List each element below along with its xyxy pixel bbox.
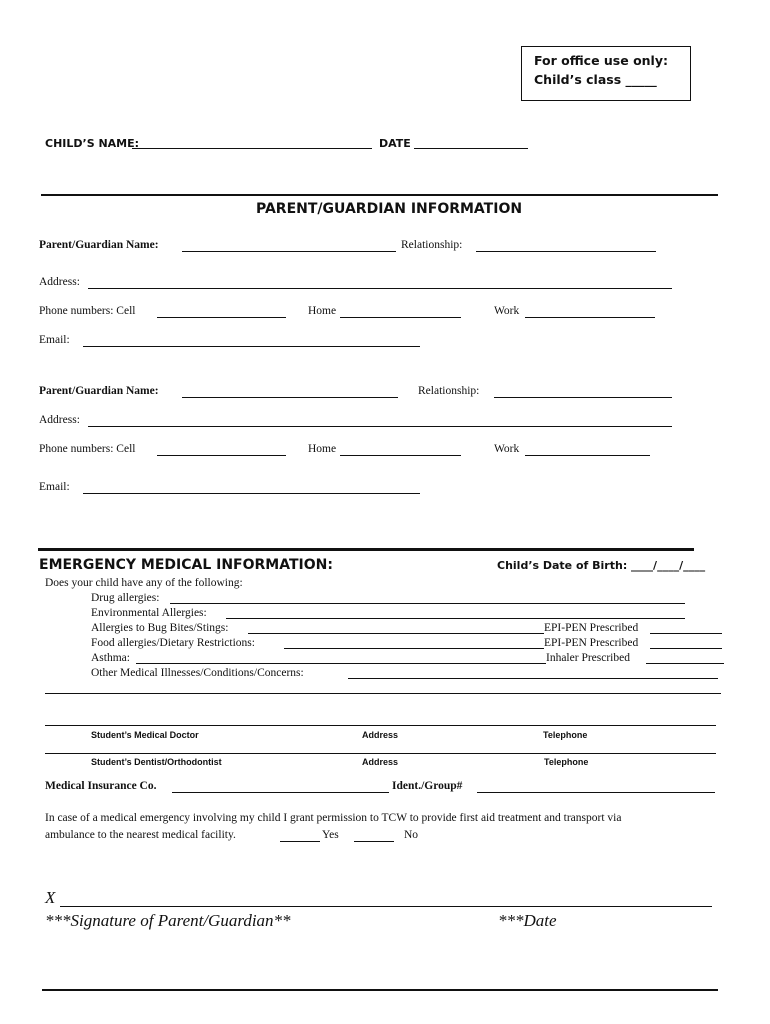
- guardian2-home-field[interactable]: [340, 455, 461, 456]
- dentist-label: Student’s Dentist/Orthodontist: [91, 757, 222, 767]
- guardian1-work-label: Work: [494, 305, 520, 317]
- guardian2-name-field[interactable]: [182, 397, 398, 398]
- guardian2-relationship-field[interactable]: [494, 397, 672, 398]
- medical-doctor-label: Student’s Medical Doctor: [91, 730, 199, 740]
- signature-date-label: ***Date: [498, 911, 557, 930]
- guardian2-address-label: Address:: [39, 414, 80, 426]
- epi-pen-label-2: EPI-PEN Prescribed: [544, 637, 639, 649]
- guardian1-relationship-label: Relationship:: [401, 239, 463, 251]
- dentist-telephone-label: Telephone: [544, 757, 589, 767]
- office-use-box: [521, 46, 691, 101]
- inhaler-label: Inhaler Prescribed: [546, 652, 630, 664]
- guardian1-work-field[interactable]: [525, 317, 655, 318]
- signature-x-mark: X: [45, 888, 56, 907]
- guardian2-home-label: Home: [308, 443, 337, 455]
- signature-field[interactable]: [60, 906, 712, 907]
- asthma-label: Asthma:: [91, 652, 130, 664]
- guardian2-name-label: Parent/Guardian Name:: [39, 385, 159, 397]
- conditions-question: Does your child have any of the following:: [45, 577, 243, 589]
- guardian2-address-field[interactable]: [88, 426, 672, 427]
- environmental-allergies-field[interactable]: [226, 618, 685, 619]
- insurance-field[interactable]: [172, 792, 389, 793]
- section-divider: [41, 194, 718, 196]
- dentist-address-label: Address: [362, 757, 399, 767]
- guardian2-work-field[interactable]: [525, 455, 650, 456]
- guardian1-address-field[interactable]: [88, 288, 672, 289]
- parent-section-title: PARENT/GUARDIAN INFORMATION: [256, 201, 523, 217]
- consent-text-line2: ambulance to the nearest medical facility.: [45, 829, 236, 841]
- other-conditions-label: Other Medical Illnesses/Conditions/Concerns:: [91, 667, 304, 679]
- consent-yes-field[interactable]: [280, 841, 320, 842]
- epi-pen-label-1: EPI-PEN Prescribed: [544, 622, 639, 634]
- childs-class-label: Child’s class _____: [534, 72, 657, 87]
- guardian1-cell-label: Phone numbers: Cell: [39, 305, 136, 317]
- child-date-field[interactable]: [414, 148, 528, 149]
- food-allergies-label: Food allergies/Dietary Restrictions:: [91, 637, 255, 649]
- consent-no-label: No: [404, 829, 419, 841]
- child-name-label: CHILD’S NAME:: [45, 137, 140, 150]
- guardian2-cell-label: Phone numbers: Cell: [39, 443, 136, 455]
- bottom-divider: [42, 989, 718, 991]
- doctor-telephone-label: Telephone: [543, 730, 588, 740]
- guardian1-cell-field[interactable]: [157, 317, 286, 318]
- office-use-label: For office use only:: [534, 53, 668, 68]
- bug-allergies-field[interactable]: [248, 633, 544, 634]
- guardian1-email-label: Email:: [39, 334, 70, 346]
- guardian1-email-field[interactable]: [83, 346, 420, 347]
- guardian1-relationship-field[interactable]: [476, 251, 656, 252]
- medical-doctor-field[interactable]: [45, 725, 716, 726]
- guardian2-email-label: Email:: [39, 481, 70, 493]
- guardian2-work-label: Work: [494, 443, 520, 455]
- consent-no-field[interactable]: [354, 841, 394, 842]
- doctor-address-label: Address: [362, 730, 399, 740]
- guardian1-name-field[interactable]: [182, 251, 396, 252]
- consent-yes-label: Yes: [322, 829, 339, 841]
- ident-group-label: Ident./Group#: [392, 780, 463, 792]
- epi-pen-field-2[interactable]: [650, 648, 722, 649]
- guardian2-relationship-label: Relationship:: [418, 385, 480, 397]
- asthma-field[interactable]: [136, 663, 546, 664]
- other-conditions-field[interactable]: [348, 678, 718, 679]
- insurance-label: Medical Insurance Co.: [45, 780, 157, 792]
- consent-text-line1: In case of a medical emergency involving my child I grant permission to TCW to provide first aid treatment and transport via: [45, 812, 622, 824]
- drug-allergies-label: Drug allergies:: [91, 592, 160, 604]
- dentist-field[interactable]: [45, 753, 716, 754]
- environmental-allergies-label: Environmental Allergies:: [91, 607, 207, 619]
- food-allergies-field[interactable]: [284, 648, 544, 649]
- bug-allergies-label: Allergies to Bug Bites/Stings:: [91, 622, 229, 634]
- guardian1-home-label: Home: [308, 305, 337, 317]
- guardian1-address-label: Address:: [39, 276, 80, 288]
- medical-divider: [38, 548, 694, 551]
- child-date-label: DATE: [379, 137, 411, 150]
- child-name-field[interactable]: [132, 148, 372, 149]
- guardian2-email-field[interactable]: [83, 493, 420, 494]
- guardian1-home-field[interactable]: [340, 317, 461, 318]
- other-conditions-field-2[interactable]: [45, 693, 721, 694]
- child-dob-label: Child’s Date of Birth: ____/____/____: [497, 559, 706, 572]
- epi-pen-field-1[interactable]: [650, 633, 722, 634]
- ident-group-field[interactable]: [477, 792, 715, 793]
- guardian1-name-label: Parent/Guardian Name:: [39, 239, 159, 251]
- guardian2-cell-field[interactable]: [157, 455, 286, 456]
- medical-section-title: EMERGENCY MEDICAL INFORMATION:: [39, 557, 333, 573]
- drug-allergies-field[interactable]: [170, 603, 685, 604]
- signature-label: ***Signature of Parent/Guardian**: [45, 911, 291, 930]
- inhaler-field[interactable]: [646, 663, 724, 664]
